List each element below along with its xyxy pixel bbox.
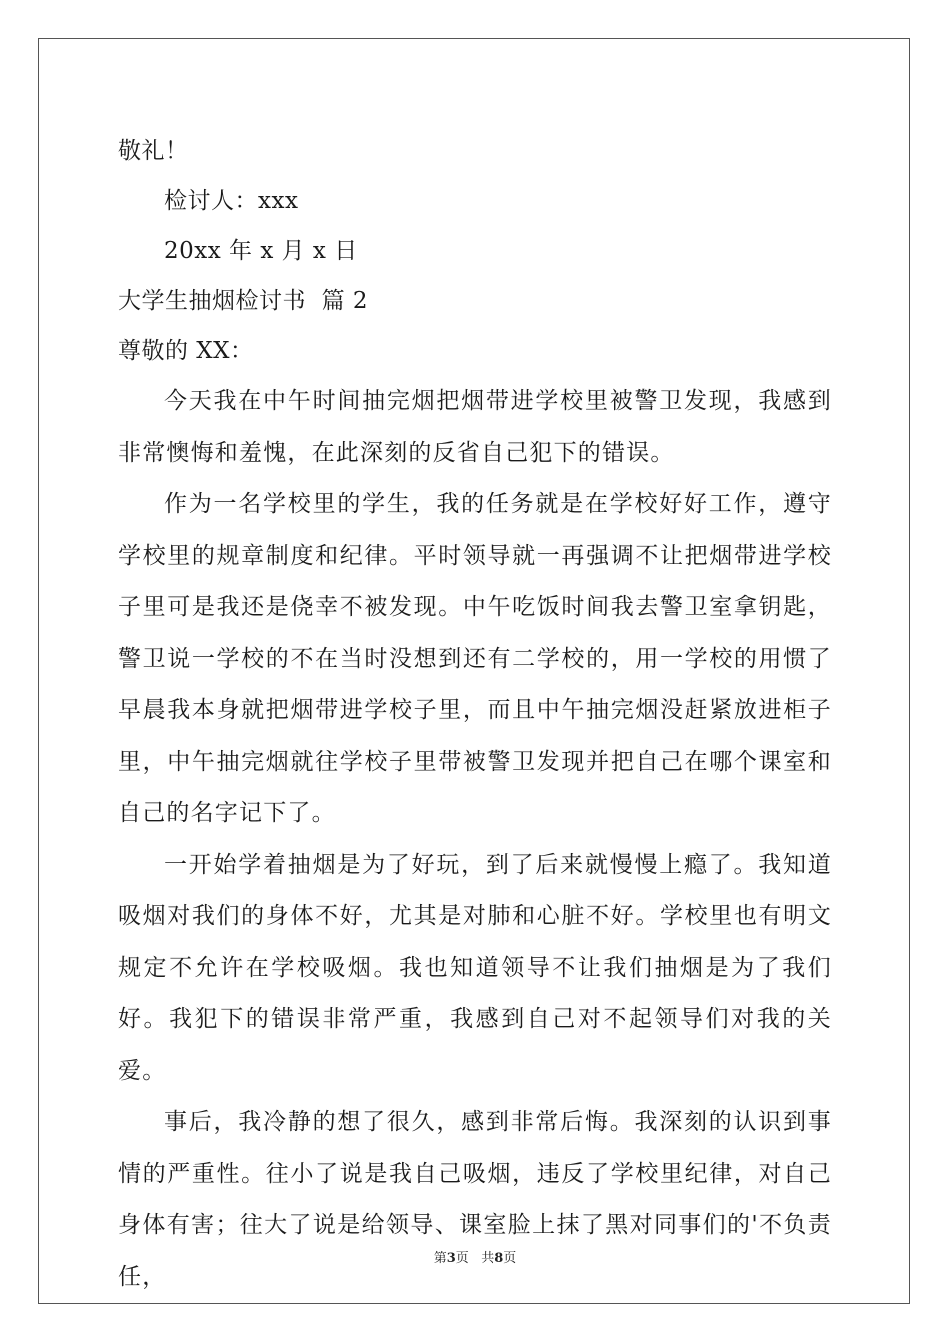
paragraph-2: 作为一名学校里的学生，我的任务就是在学校好好工作，遵守学校里的规章制度和纪律。平时领导就一再强调不让把烟带进学校子里可是我还是侥幸不被发现。中午吃饭时间我去警卫室拿钥匙，警卫说一学校的不在当时没想到还有二学校的，用一学校的用惯了早晨我本身就把烟带进学校子里，而且中午抽完烟没赶紧放进柜子里，中午抽完烟就往学校子里带被警卫发现并把自己在哪个课室和自己的名字记下了。: [118, 491, 832, 826]
footer-total-prefix: 共: [481, 1251, 495, 1266]
paragraph-3: 一开始学着抽烟是为了好玩，到了后来就慢慢上瘾了。我知道吸烟对我们的身体不好，尤其是对肺和心脏不好。学校里也有明文规定不允许在学校吸烟。我也知道领导不让我们抽烟是为了我们好。我犯下的错误非常严重，我感到自己对不起领导们对我的关爱。: [118, 851, 832, 1084]
closing-line: 敬礼！: [118, 138, 189, 164]
footer-prefix: 第: [433, 1251, 447, 1266]
signer-line: 检讨人：xxx: [164, 188, 299, 214]
salutation-line: 尊敬的 XX：: [118, 338, 254, 364]
section-title: 大学生抽烟检讨书 篇 2: [118, 288, 369, 314]
page-footer: [0, 1247, 950, 1266]
date-line: 20xx 年 x 月 x 日: [164, 238, 358, 264]
paragraph-1: 今天我在中午时间抽完烟把烟带进学校里被警卫发现，我感到非常懊悔和羞愧，在此深刻的反省自己犯下的错误。: [118, 388, 832, 466]
footer-total-suffix: 页: [503, 1251, 517, 1266]
document-body: [118, 126, 832, 1303]
footer-page-suffix: 页: [455, 1251, 469, 1266]
footer-page-number: 3: [446, 1251, 456, 1266]
footer-total-number: 8: [494, 1251, 504, 1266]
paragraph-4: 事后，我冷静的想了很久，感到非常后悔。我深刻的认识到事情的严重性。往小了说是我自己吸烟，违反了学校里纪律，对自己身体有害；往大了说是给领导、课室脸上抹了黑对同事们的'不负责任，: [118, 1109, 832, 1290]
